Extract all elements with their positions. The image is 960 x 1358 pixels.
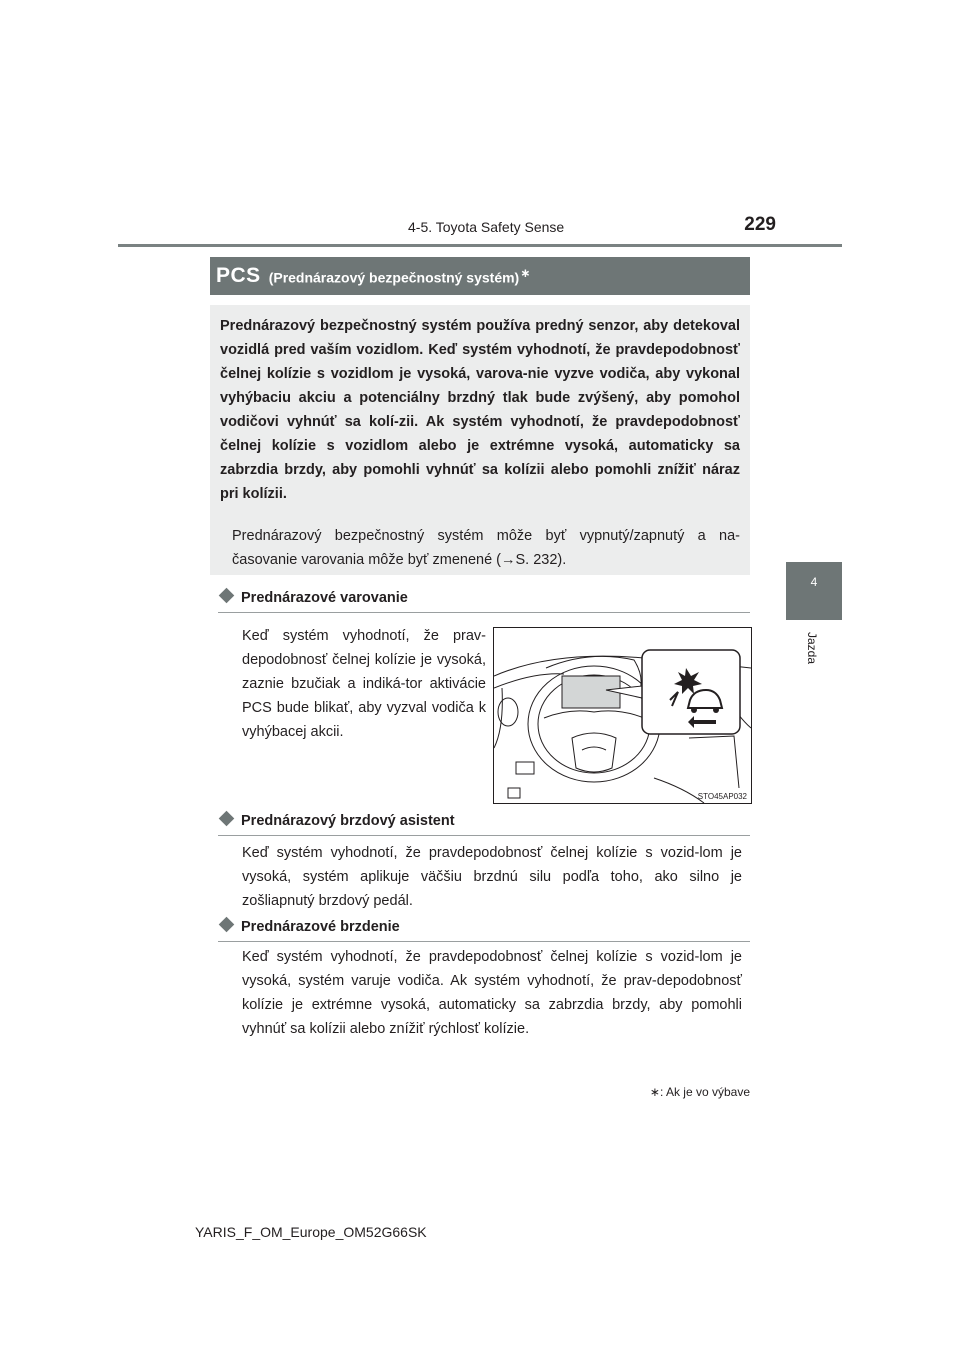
section-heading-brake-assist <box>218 813 455 829</box>
chapter-tab: 4 <box>786 562 842 620</box>
document-code: YARIS_F_OM_Europe_OM52G66SK <box>195 1224 427 1240</box>
section-heading-text: Prednárazové varovanie <box>241 590 408 606</box>
header-rule <box>118 244 842 247</box>
dashboard-illustration <box>494 628 751 803</box>
title-main: PCS <box>216 264 261 287</box>
title-sub <box>269 266 531 286</box>
section-heading-warning <box>218 590 408 606</box>
section-heading-braking <box>218 919 400 935</box>
section-heading-text: Prednárazový brzdový asistent <box>241 813 455 829</box>
footnote: ∗: Ak je vo výbave <box>649 1085 750 1099</box>
title-sub-text: (Prednárazový bezpečnostný systém) <box>268 269 520 286</box>
section-rule <box>218 612 750 613</box>
section-body-braking: Keď systém vyhodnotí, že pravdepodobnosť čelnej kolízie s vozid-lom je vysoká, systém varuje vodiča. Ak systém vyhodnotí, že prav-depodobnosť kolízie je extrémne vysoká, automaticky sa zabrzdia brzdy, aby pomohli vyhnúť sa kolízii alebo znížiť rýchlosť kolízie. <box>242 949 742 1037</box>
diamond-bullet-icon <box>219 811 235 827</box>
title-asterisk: ∗ <box>520 266 531 281</box>
dashboard-figure <box>493 627 752 804</box>
header-section-title: 4-5. Toyota Safety Sense <box>408 219 565 235</box>
section-body-brake-assist: Keď systém vyhodnotí, že pravdepodobnosť čelnej kolízie s vozid-lom je vysoká, systém aplikuje väčšiu brzdnú silu podľa toho, ako silno je zošliapnutý brzdový pedál. <box>242 845 742 909</box>
chapter-label: Jazda <box>805 632 819 665</box>
section-body-warning: Keď systém vyhodnotí, že prav-depodobnosť čelnej kolízie je vysoká, zaznie bzučiak a indiká-tor aktivácie PCS bude blikať, aby vyzval vodiča k vyhýbacej akcii. <box>242 628 486 740</box>
section-title-bar <box>210 257 750 295</box>
section-rule <box>218 835 750 836</box>
figure-label: STO45AP032 <box>697 792 747 801</box>
diamond-bullet-icon <box>219 917 235 933</box>
intro-note-text: Prednárazový bezpečnostný systém môže byť vypnutý/zapnutý a na-časovanie varovania môže byť zmenené (→S. 232). <box>232 528 740 568</box>
section-heading-text: Prednárazové brzdenie <box>241 919 400 935</box>
diamond-bullet-icon <box>219 588 235 604</box>
section-rule <box>218 941 750 942</box>
intro-bold-text: Prednárazový bezpečnostný systém používa predný senzor, aby detekoval vozidlá pred vaším vozidlom. Keď systém vyhodnotí, že pravdepodobnosť čelnej kolízie s vozidlom je vysoká, varova-nie vyzve vodiča, aby vykonal vyhýbaciu akciu a potenciálny brzdný tlak bude zvýšený, aby pomohol vodičovi vyhnúť sa kolí-zii. Ak systém vyhodnotí, že pravdepodobnosť čelnej kolízie s vozidlom alebo je extrémne vysoká, automaticky sa zabrzdia brzdy, aby pomohli vyhnúť sa kolízii alebo pomohli znížiť náraz pri kolízii. <box>220 318 740 502</box>
page-number: 229 <box>744 214 776 235</box>
